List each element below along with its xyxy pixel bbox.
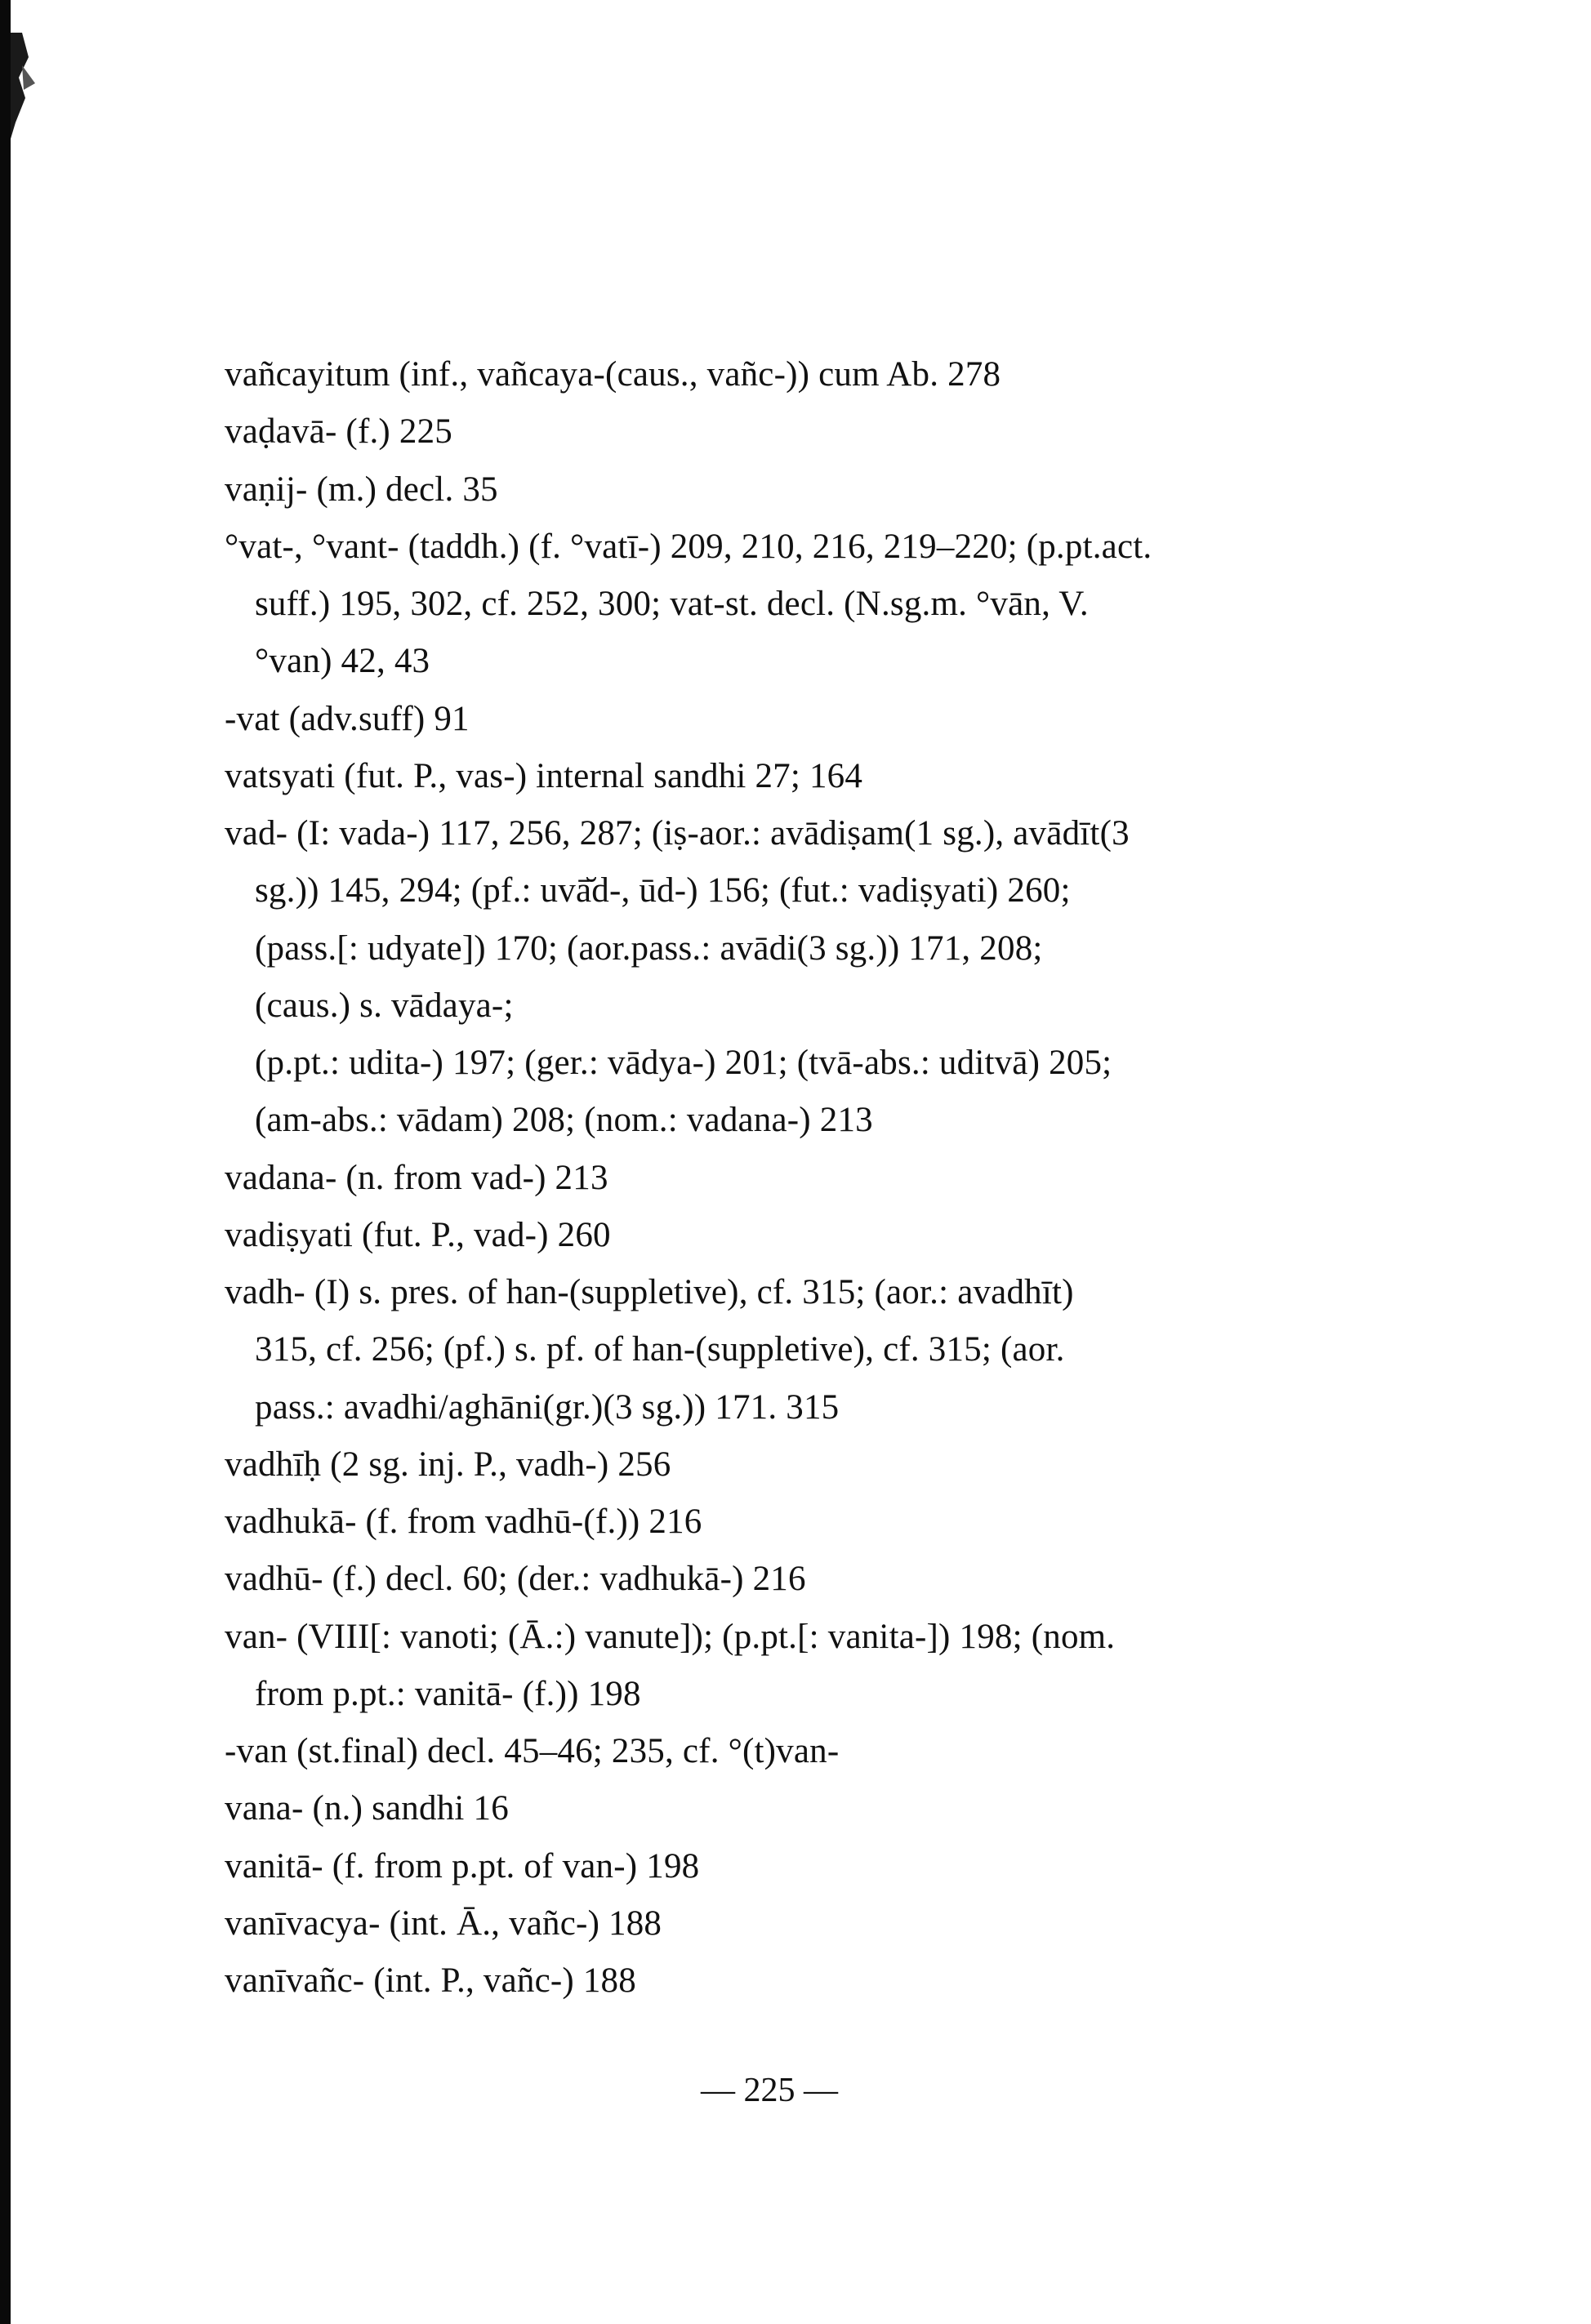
entry-line: vanitā- (f. from p.pt. of van-) 198: [225, 1847, 700, 1885]
entry-line: vana- (n.) sandhi 16: [225, 1789, 509, 1828]
entry-line: vadhū- (f.) decl. 60; (der.: vadhukā-) 216: [225, 1560, 806, 1598]
entry-line: vaḍavā- (f.) 225: [225, 412, 452, 451]
entry-line: vadana- (n. from vad-) 213: [225, 1159, 608, 1197]
entry-line: van- (VIII[: vanoti; (Ā.:) vanute]); (p.pt.[: vanita-]) 198; (nom.: [225, 1618, 1116, 1656]
entry-line: vadh- (I) s. pres. of han-(suppletive), cf. 315; (aor.: avadhīt): [225, 1273, 1074, 1311]
entry-line: vaṇij- (m.) decl. 35: [225, 470, 498, 509]
entry-line: vatsyati (fut. P., vas-) internal sandhi 27; 164: [225, 757, 863, 795]
entry-continuation: pass.: avadhi/aghāni(gr.)(3 sg.)) 171. 315: [255, 1388, 840, 1427]
entry-line: vad- (I: vada-) 117, 256, 287; (iṣ-aor.: avādiṣam(1 sg.), avādīt(3: [225, 814, 1130, 853]
entry-continuation: (caus.) s. vādaya-;: [255, 986, 514, 1025]
entry-line: vañcayitum (inf., vañcaya-(caus., vañc-)) cum Ab. 278: [225, 355, 1001, 394]
entry-line: vadhukā- (f. from vadhū-(f.)) 216: [225, 1503, 702, 1541]
entry-continuation: from p.pt.: vanitā- (f.)) 198: [255, 1675, 641, 1713]
entry-line: -van (st.final) decl. 45–46; 235, cf. °(t)van-: [225, 1732, 840, 1770]
entry-line: vanīvacya- (int. Ā., vañc-) 188: [225, 1904, 662, 1943]
entry-continuation: (pass.[: udyate]) 170; (aor.pass.: avādi(3 sg.)) 171, 208;: [255, 929, 1043, 968]
entry-line: -vat (adv.suff) 91: [225, 700, 470, 738]
entry-line: °vat-, °vant- (taddh.) (f. °vatī-) 209, 210, 216, 219–220; (p.pt.act.: [225, 528, 1152, 566]
entry-line: vadhīḥ (2 sg. inj. P., vadh-) 256: [225, 1445, 671, 1484]
entry-line: vadiṣyati (fut. P., vad-) 260: [225, 1216, 611, 1254]
entry-continuation: suff.) 195, 302, cf. 252, 300; vat-st. decl. (N.sg.m. °vān, V.: [255, 585, 1089, 623]
entry-continuation: sg.)) 145, 294; (pf.: uvā̆d-, ūd-) 156; (fut.: vadiṣyati) 260;: [255, 871, 1071, 910]
entry-continuation: (am-abs.: vādam) 208; (nom.: vadana-) 213: [255, 1101, 873, 1139]
page-number: — 225 —: [701, 2072, 838, 2109]
entry-line: vanīvañc- (int. P., vañc-) 188: [225, 1961, 636, 2000]
entry-continuation: °van) 42, 43: [255, 642, 430, 680]
entry-continuation: 315, cf. 256; (pf.) s. pf. of han-(suppletive), cf. 315; (aor.: [255, 1330, 1065, 1369]
entry-continuation: (p.pt.: udita-) 197; (ger.: vādya-) 201; (tvā-abs.: uditvā) 205;: [255, 1044, 1112, 1082]
